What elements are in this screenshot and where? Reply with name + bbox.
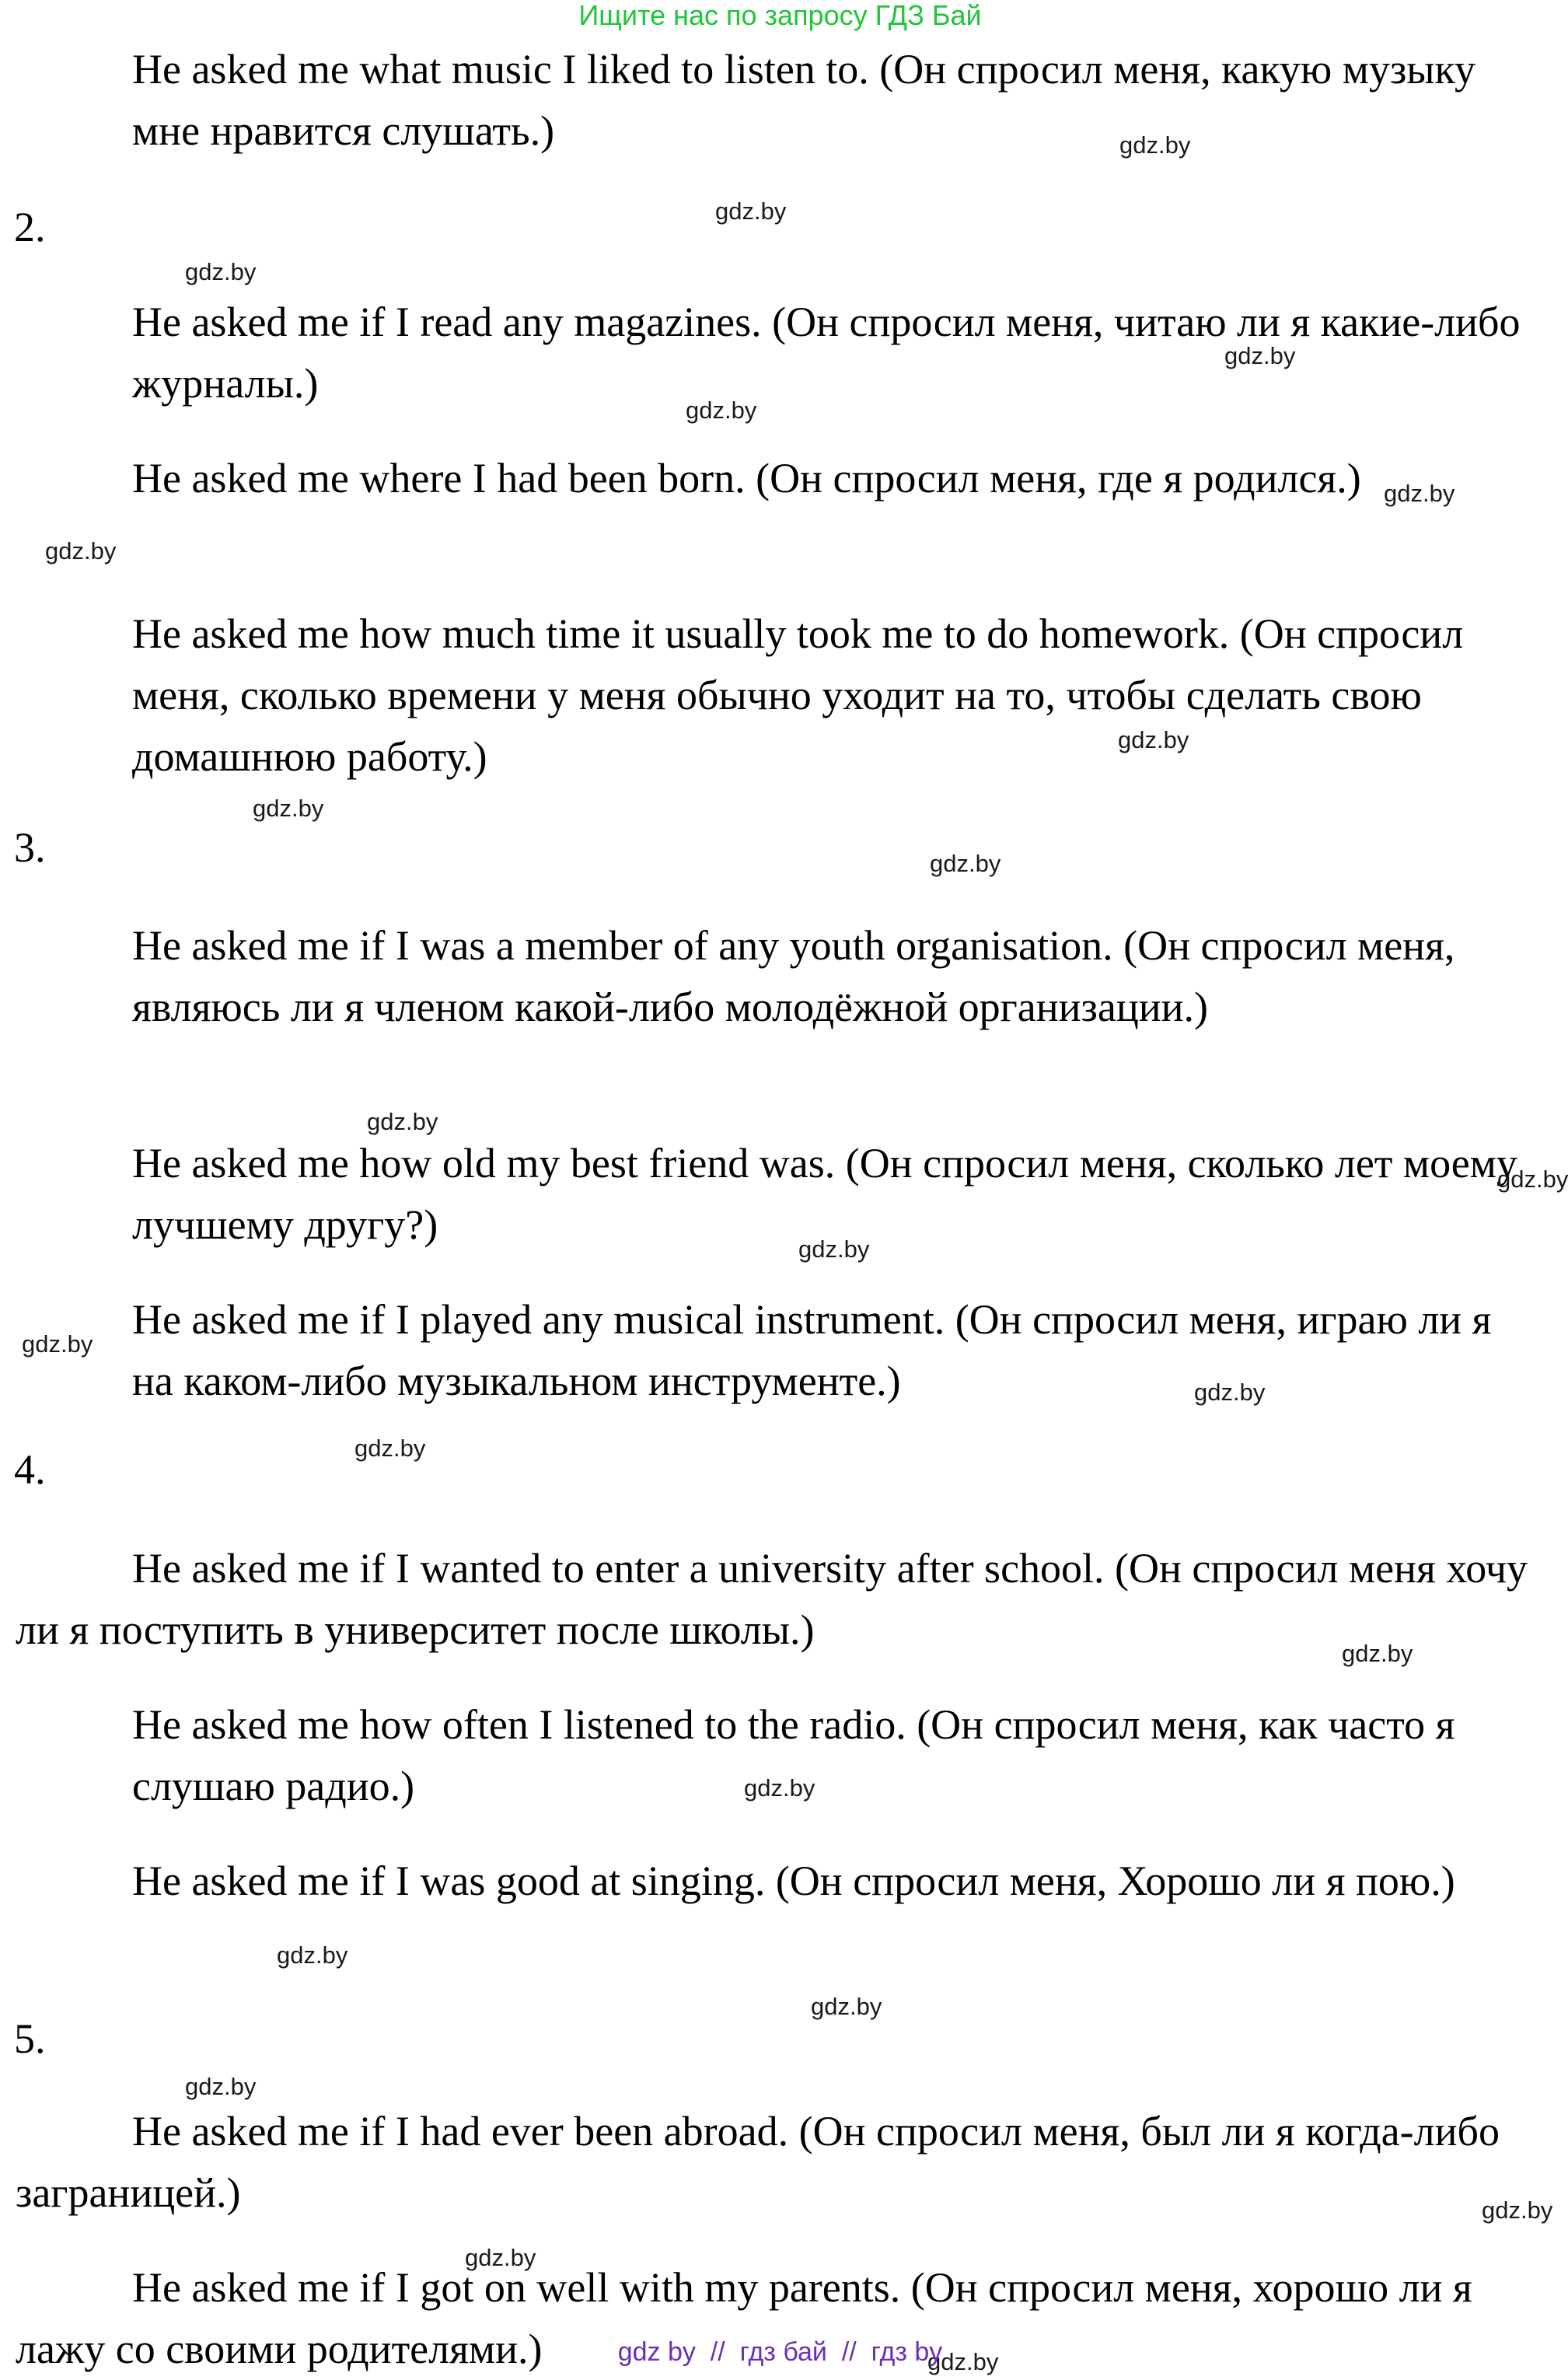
sentence-4: He asked me how much time it usually took me to do homework. (Он спросил меня, сколько времени у меня обычно уходит на то, чтобы сделать свою домашнюю работу.) — [132, 610, 1464, 780]
watermark: gdz.by — [22, 1330, 93, 1358]
watermark: gdz.by — [927, 2348, 999, 2375]
watermark: gdz.by — [465, 2244, 536, 2271]
watermark: gdz.by — [1118, 726, 1189, 753]
watermark: gdz.by — [185, 258, 257, 285]
sentence-8: He asked me if I wanted to enter a university after school. (Он спросил меня хочу ли я поступить в университет после школы.) — [16, 1545, 1528, 1653]
watermark: gdz.by — [1119, 131, 1191, 159]
watermark: gdz.by — [277, 1941, 348, 1969]
watermark: gdz.by — [1497, 1166, 1568, 1193]
site-search-hint[interactable]: Ищите нас по запросу ГДЗ Бай — [578, 0, 982, 31]
watermark: gdz.by — [185, 2073, 257, 2100]
watermark: gdz.by — [1482, 2197, 1553, 2224]
sentence-6: He asked me how old my best friend was. (Он спросил меня, сколько лет моему лучшему другу?) — [132, 1140, 1517, 1248]
watermark: gdz.by — [253, 795, 324, 822]
section-number-5: 5. — [14, 2015, 46, 2062]
footer-site-links[interactable]: gdz by // гдз бай // гдз by — [617, 2337, 943, 2367]
section-number-3: 3. — [14, 824, 46, 871]
watermark: gdz.by — [1194, 1379, 1266, 1406]
watermark: gdz.by — [1342, 1640, 1413, 1667]
sentence-10: He asked me if I was good at singing. (Он спросил меня, Хорошо ли я пою.) — [132, 1858, 1455, 1904]
section-number-2: 2. — [14, 204, 46, 250]
sentence-11: He asked me if I had ever been abroad. (Он спросил меня, был ли я когда-либо заграницей.) — [16, 2108, 1500, 2216]
sentence-5: He asked me if I was a member of any youth organisation. (Он спросил меня, являюсь ли я членом какой-либо молодёжной организации.) — [132, 922, 1455, 1030]
watermark: gdz.by — [930, 850, 1001, 877]
watermark: gdz.by — [811, 1993, 882, 2020]
watermark: gdz.by — [686, 397, 757, 424]
sentence-7: He asked me if I played any musical instrument. (Он спросил меня, играю ли я на каком-либо музыкальном инструменте.) — [132, 1296, 1492, 1404]
watermark: gdz.by — [798, 1235, 870, 1263]
watermark: gdz.by — [1384, 480, 1455, 507]
sentence-9: He asked me how often I listened to the radio. (Он спросил меня, как часто я слушаю радио.) — [132, 1701, 1455, 1809]
watermark: gdz.by — [367, 1108, 438, 1135]
watermark: gdz.by — [354, 1435, 426, 1462]
sentence-2: He asked me if I read any magazines. (Он спросил меня, читаю ли я какие-либо журналы.) — [132, 299, 1521, 407]
watermark: gdz.by — [45, 537, 117, 564]
watermark: gdz.by — [744, 1774, 815, 1802]
watermark: gdz.by — [715, 197, 787, 225]
sentence-1: He asked me what music I liked to listen to. (Он спросил меня, какую музыку мне нравится слушать.) — [132, 46, 1476, 154]
sentence-12: He asked me if I got on well with my parents. (Он спросил меня, хорошо ли я лажу со своими родителями.) — [16, 2264, 1472, 2372]
watermark: gdz.by — [1224, 342, 1296, 369]
sentence-3: He asked me where I had been born. (Он спросил меня, где я родился.) — [132, 455, 1361, 502]
section-number-4: 4. — [14, 1446, 46, 1493]
